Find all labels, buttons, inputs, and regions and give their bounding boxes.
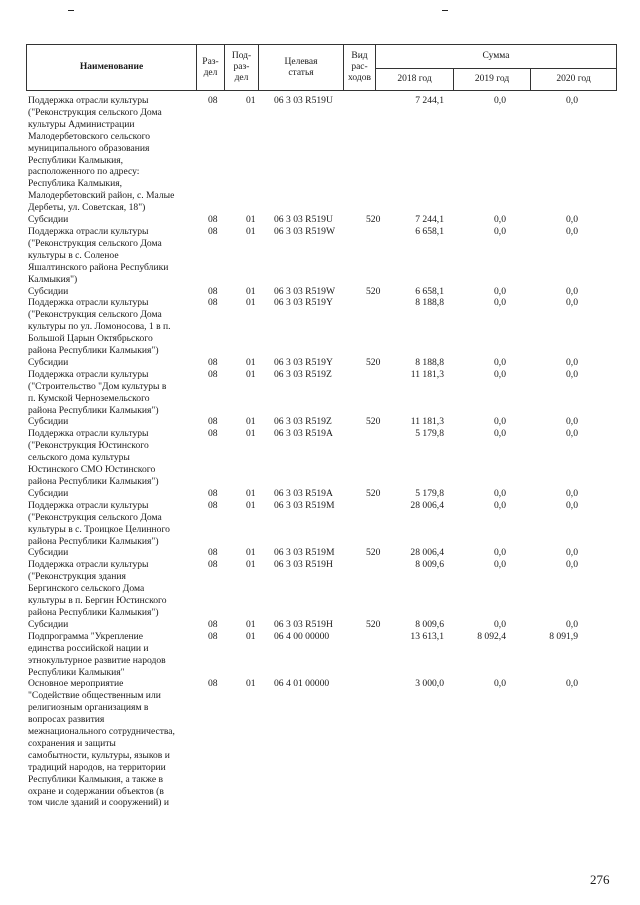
table-row bbox=[28, 286, 618, 298]
row-name: Субсидии bbox=[28, 356, 69, 368]
row-amount-2019: 0,0 bbox=[494, 214, 506, 226]
row-target-article: 06 3 03 R519W bbox=[274, 285, 336, 297]
row-amount-2019: 0,0 bbox=[494, 559, 506, 571]
row-amount-2018: 13 613,1 bbox=[410, 630, 444, 642]
row-razdel: 08 bbox=[208, 618, 218, 630]
row-amount-2018: 6 658,1 bbox=[415, 225, 444, 237]
page-number: 276 bbox=[590, 872, 610, 887]
table-row bbox=[28, 488, 618, 500]
row-target-article: 06 4 00 00000 bbox=[274, 630, 330, 642]
row-razdel: 08 bbox=[208, 214, 218, 226]
scan-mark-left bbox=[68, 10, 74, 11]
header-vid: Вид рас- ходов bbox=[344, 45, 376, 91]
row-amount-2018: 5 179,8 bbox=[415, 487, 444, 499]
row-amount-2019: 0,0 bbox=[494, 368, 506, 380]
row-podrazdel: 01 bbox=[246, 499, 256, 511]
header-podrazdel: Под- раз- дел bbox=[225, 45, 259, 91]
row-name: Подпрограмма "Укрепление единства российской нации и этнокультурное развитие народов Республики Калмыкия" bbox=[28, 630, 166, 678]
row-amount-2020: 0,0 bbox=[566, 618, 578, 630]
row-name: Поддержка отрасли культуры ("Реконструкция Юстинского сельского дома культуры Юстинского СМО Юстинского района Республики Калмыкия") bbox=[28, 428, 159, 487]
row-name: Поддержка отрасли культуры ("Реконструкция сельского Дома культуры в с. Соленое Яшалтинского района Республики Калмыкия") bbox=[28, 225, 169, 285]
row-name: Субсидии bbox=[28, 487, 69, 499]
row-amount-2019: 0,0 bbox=[494, 428, 506, 440]
table-row bbox=[28, 214, 618, 226]
row-expense-type: 520 bbox=[366, 547, 381, 559]
row-name: Поддержка отрасли культуры ("Реконструкция здания Бергинского сельского Дома культуры в п. Бергин Юстинского района Республики Калмыкия") bbox=[28, 559, 167, 618]
row-expense-type: 520 bbox=[366, 285, 381, 297]
header-summa: Сумма bbox=[376, 45, 617, 69]
table-row bbox=[28, 226, 618, 286]
scan-mark-right bbox=[442, 10, 448, 11]
row-amount-2020: 0,0 bbox=[566, 214, 578, 226]
row-amount-2018: 8 188,8 bbox=[415, 297, 444, 309]
row-expense-type: 520 bbox=[366, 356, 381, 368]
row-podrazdel: 01 bbox=[246, 297, 256, 309]
table-row bbox=[28, 95, 618, 214]
row-amount-2018: 28 006,4 bbox=[410, 547, 444, 559]
row-name: Поддержка отрасли культуры ("Реконструкция сельского Дома культуры Администрации Малодербетовского сельского муниципального образования Республики Калмыкия, расположенного по адресу: Республика Калмыкия, Малодербетовский район, с. Малые Дербеты, ул. Советская, 18") bbox=[28, 95, 175, 214]
header-2019: 2019 год bbox=[454, 69, 531, 91]
row-target-article: 06 3 03 R519A bbox=[274, 487, 333, 499]
row-amount-2018: 11 181,3 bbox=[410, 416, 444, 428]
row-amount-2018: 8 009,6 bbox=[415, 618, 444, 630]
row-razdel: 08 bbox=[208, 499, 218, 511]
row-name: Поддержка отрасли культуры ("Строительство "Дом культуры в п. Кумской Черноземельского района Республики Калмыкия") bbox=[28, 368, 167, 416]
budget-rows bbox=[28, 95, 618, 809]
row-razdel: 08 bbox=[208, 356, 218, 368]
table-row bbox=[28, 631, 618, 679]
row-target-article: 06 3 03 R519A bbox=[274, 428, 333, 440]
row-amount-2020: 0,0 bbox=[566, 285, 578, 297]
row-podrazdel: 01 bbox=[246, 214, 256, 226]
row-razdel: 08 bbox=[208, 368, 218, 380]
row-razdel: 08 bbox=[208, 416, 218, 428]
row-podrazdel: 01 bbox=[246, 95, 256, 106]
row-target-article: 06 3 03 R519H bbox=[274, 618, 333, 630]
row-podrazdel: 01 bbox=[246, 225, 256, 237]
row-podrazdel: 01 bbox=[246, 416, 256, 428]
table-row bbox=[28, 297, 618, 357]
row-amount-2020: 0,0 bbox=[566, 678, 578, 690]
row-name: Основное мероприятие "Содействие общественным или религиозным организациям в вопросах развития межнационального сотрудничества, сохранения и защиты самобытности, культуры, языков и традиций народов, на территории Республики Калмыкия, а также в охране и содержании объектов (в том числе зданий и сооружений) и bbox=[28, 678, 175, 809]
row-podrazdel: 01 bbox=[246, 285, 256, 297]
row-name: Субсидии bbox=[28, 416, 69, 428]
row-amount-2019: 0,0 bbox=[494, 487, 506, 499]
row-razdel: 08 bbox=[208, 559, 218, 571]
row-amount-2020: 0,0 bbox=[566, 416, 578, 428]
table-row bbox=[28, 416, 618, 428]
row-amount-2019: 8 092,4 bbox=[477, 630, 506, 642]
row-amount-2020: 0,0 bbox=[566, 487, 578, 499]
row-name: Поддержка отрасли культуры ("Реконструкция сельского Дома культуры в с. Троицкое Целинного района Республики Калмыкия") bbox=[28, 499, 170, 547]
row-amount-2020: 0,0 bbox=[566, 95, 578, 106]
header-razdel: Раз- дел bbox=[197, 45, 225, 91]
row-razdel: 08 bbox=[208, 487, 218, 499]
row-podrazdel: 01 bbox=[246, 678, 256, 690]
row-podrazdel: 01 bbox=[246, 487, 256, 499]
row-razdel: 08 bbox=[208, 225, 218, 237]
row-amount-2019: 0,0 bbox=[494, 547, 506, 559]
row-amount-2020: 0,0 bbox=[566, 297, 578, 309]
row-expense-type: 520 bbox=[366, 487, 381, 499]
row-podrazdel: 01 bbox=[246, 428, 256, 440]
row-name: Субсидии bbox=[28, 214, 69, 226]
row-amount-2018: 6 658,1 bbox=[415, 285, 444, 297]
row-razdel: 08 bbox=[208, 547, 218, 559]
table-row bbox=[28, 369, 618, 417]
row-target-article: 06 3 03 R519Z bbox=[274, 368, 332, 380]
table-row bbox=[28, 559, 618, 619]
row-amount-2020: 8 091,9 bbox=[549, 630, 578, 642]
row-razdel: 08 bbox=[208, 285, 218, 297]
table-row bbox=[28, 678, 618, 809]
row-podrazdel: 01 bbox=[246, 368, 256, 380]
row-amount-2020: 0,0 bbox=[566, 428, 578, 440]
row-amount-2018: 11 181,3 bbox=[410, 368, 444, 380]
row-amount-2019: 0,0 bbox=[494, 297, 506, 309]
row-amount-2019: 0,0 bbox=[494, 618, 506, 630]
row-razdel: 08 bbox=[208, 297, 218, 309]
row-podrazdel: 01 bbox=[246, 547, 256, 559]
row-amount-2018: 8 188,8 bbox=[415, 356, 444, 368]
row-amount-2020: 0,0 bbox=[566, 547, 578, 559]
row-target-article: 06 3 03 R519Y bbox=[274, 356, 333, 368]
row-expense-type: 520 bbox=[366, 618, 381, 630]
row-amount-2019: 0,0 bbox=[494, 416, 506, 428]
row-name: Субсидии bbox=[28, 618, 69, 630]
row-razdel: 08 bbox=[208, 428, 218, 440]
table-row bbox=[28, 428, 618, 488]
row-amount-2018: 5 179,8 bbox=[415, 428, 444, 440]
row-podrazdel: 01 bbox=[246, 559, 256, 571]
row-amount-2018: 28 006,4 bbox=[410, 499, 444, 511]
header-name: Наименование bbox=[27, 45, 197, 91]
row-target-article: 06 3 03 R519U bbox=[274, 95, 333, 106]
row-amount-2018: 7 244,1 bbox=[415, 214, 444, 226]
table-row bbox=[28, 619, 618, 631]
row-name: Поддержка отрасли культуры ("Реконструкция сельского Дома культуры по ул. Ломоносова, 1 в п. Большой Царын Октябрьского района Республики Калмыкия") bbox=[28, 297, 171, 357]
row-amount-2019: 0,0 bbox=[494, 356, 506, 368]
row-amount-2019: 0,0 bbox=[494, 285, 506, 297]
row-expense-type: 520 bbox=[366, 416, 381, 428]
row-amount-2019: 0,0 bbox=[494, 225, 506, 237]
row-target-article: 06 3 03 R519M bbox=[274, 547, 335, 559]
header-2020: 2020 год bbox=[531, 69, 617, 91]
row-target-article: 06 3 03 R519U bbox=[274, 214, 333, 226]
row-target-article: 06 3 03 R519Z bbox=[274, 416, 332, 428]
row-expense-type: 520 bbox=[366, 214, 381, 226]
row-amount-2018: 8 009,6 bbox=[415, 559, 444, 571]
row-amount-2018: 7 244,1 bbox=[415, 95, 444, 106]
row-podrazdel: 01 bbox=[246, 618, 256, 630]
row-name: Субсидии bbox=[28, 547, 69, 559]
row-podrazdel: 01 bbox=[246, 356, 256, 368]
row-amount-2020: 0,0 bbox=[566, 559, 578, 571]
row-amount-2018: 3 000,0 bbox=[415, 678, 444, 690]
row-podrazdel: 01 bbox=[246, 630, 256, 642]
row-target-article: 06 3 03 R519W bbox=[274, 225, 336, 237]
row-target-article: 06 3 03 R519M bbox=[274, 499, 335, 511]
row-amount-2020: 0,0 bbox=[566, 356, 578, 368]
header-2018: 2018 год bbox=[376, 69, 454, 91]
header-target: Целевая статья bbox=[259, 45, 344, 91]
row-target-article: 06 3 03 R519H bbox=[274, 559, 333, 571]
row-name: Субсидии bbox=[28, 285, 69, 297]
table-row bbox=[28, 547, 618, 559]
table-header bbox=[26, 44, 617, 91]
row-amount-2020: 0,0 bbox=[566, 499, 578, 511]
table-row bbox=[28, 500, 618, 548]
row-amount-2020: 0,0 bbox=[566, 225, 578, 237]
row-target-article: 06 4 01 00000 bbox=[274, 678, 330, 690]
row-amount-2019: 0,0 bbox=[494, 95, 506, 106]
row-target-article: 06 3 03 R519Y bbox=[274, 297, 333, 309]
row-razdel: 08 bbox=[208, 678, 218, 690]
row-razdel: 08 bbox=[208, 630, 218, 642]
row-amount-2019: 0,0 bbox=[494, 678, 506, 690]
row-amount-2020: 0,0 bbox=[566, 368, 578, 380]
row-razdel: 08 bbox=[208, 95, 218, 106]
row-amount-2019: 0,0 bbox=[494, 499, 506, 511]
table-row bbox=[28, 357, 618, 369]
